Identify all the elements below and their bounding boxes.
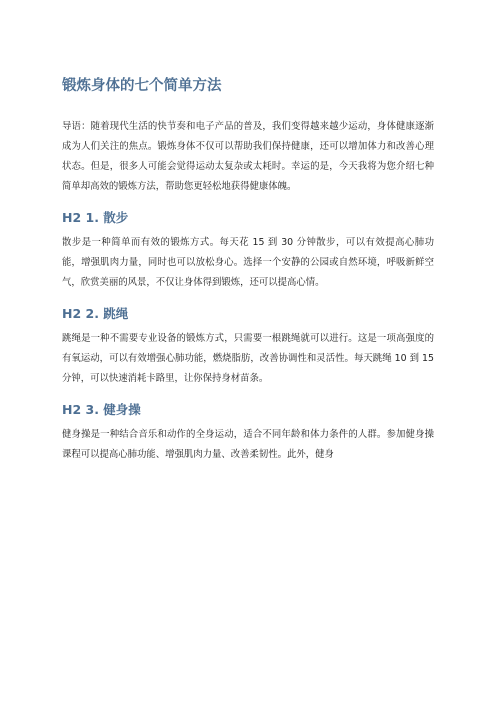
section-heading-walking: H2 1. 散步 <box>62 210 129 226</box>
document-page <box>62 78 434 465</box>
section-body-jump-rope: 跳绳是一种不需要专业设备的锻炼方式，只需要一根跳绳就可以进行。这是一项高强度的有氧运动，可以有效增强心肺功能，燃烧脂肪，改善协调性和灵活性。每天跳绳 10 到 15 分钟，可以快速消耗卡路里，让你保持身材苗条。 <box>62 333 434 385</box>
document-title: 锻炼身体的七个简单方法 <box>62 78 222 94</box>
section-heading-aerobics: H2 3. 健身操 <box>62 402 141 418</box>
section-heading-jump-rope: H2 2. 跳绳 <box>62 306 129 322</box>
section-body-aerobics: 健身操是一种结合音乐和动作的全身运动，适合不同年龄和体力条件的人群。参加健身操课程可以提高心肺功能、增强肌肉力量、改善柔韧性。此外，健身 <box>62 429 434 461</box>
intro-paragraph: 导语：随着现代生活的快节奏和电子产品的普及，我们变得越来越少运动，身体健康逐渐成为人们关注的焦点。锻炼身体不仅可以帮助我们保持健康，还可以增加体力和改善心理状态。但是，很多人可能会觉得运动太复杂或太耗时。幸运的是，今天我将为您介绍七种简单却高效的锻炼方法，帮助您更轻松地获得健康体魄。 <box>62 121 434 193</box>
section-body-walking: 散步是一种简单而有效的锻炼方式。每天花 15 到 30 分钟散步，可以有效提高心肺功能，增强肌肉力量，同时也可以放松身心。选择一个安静的公园或自然环境，呼吸新鲜空气，欣赏美丽的风景，不仅让身体得到锻炼，还可以提高心情。 <box>62 237 434 289</box>
